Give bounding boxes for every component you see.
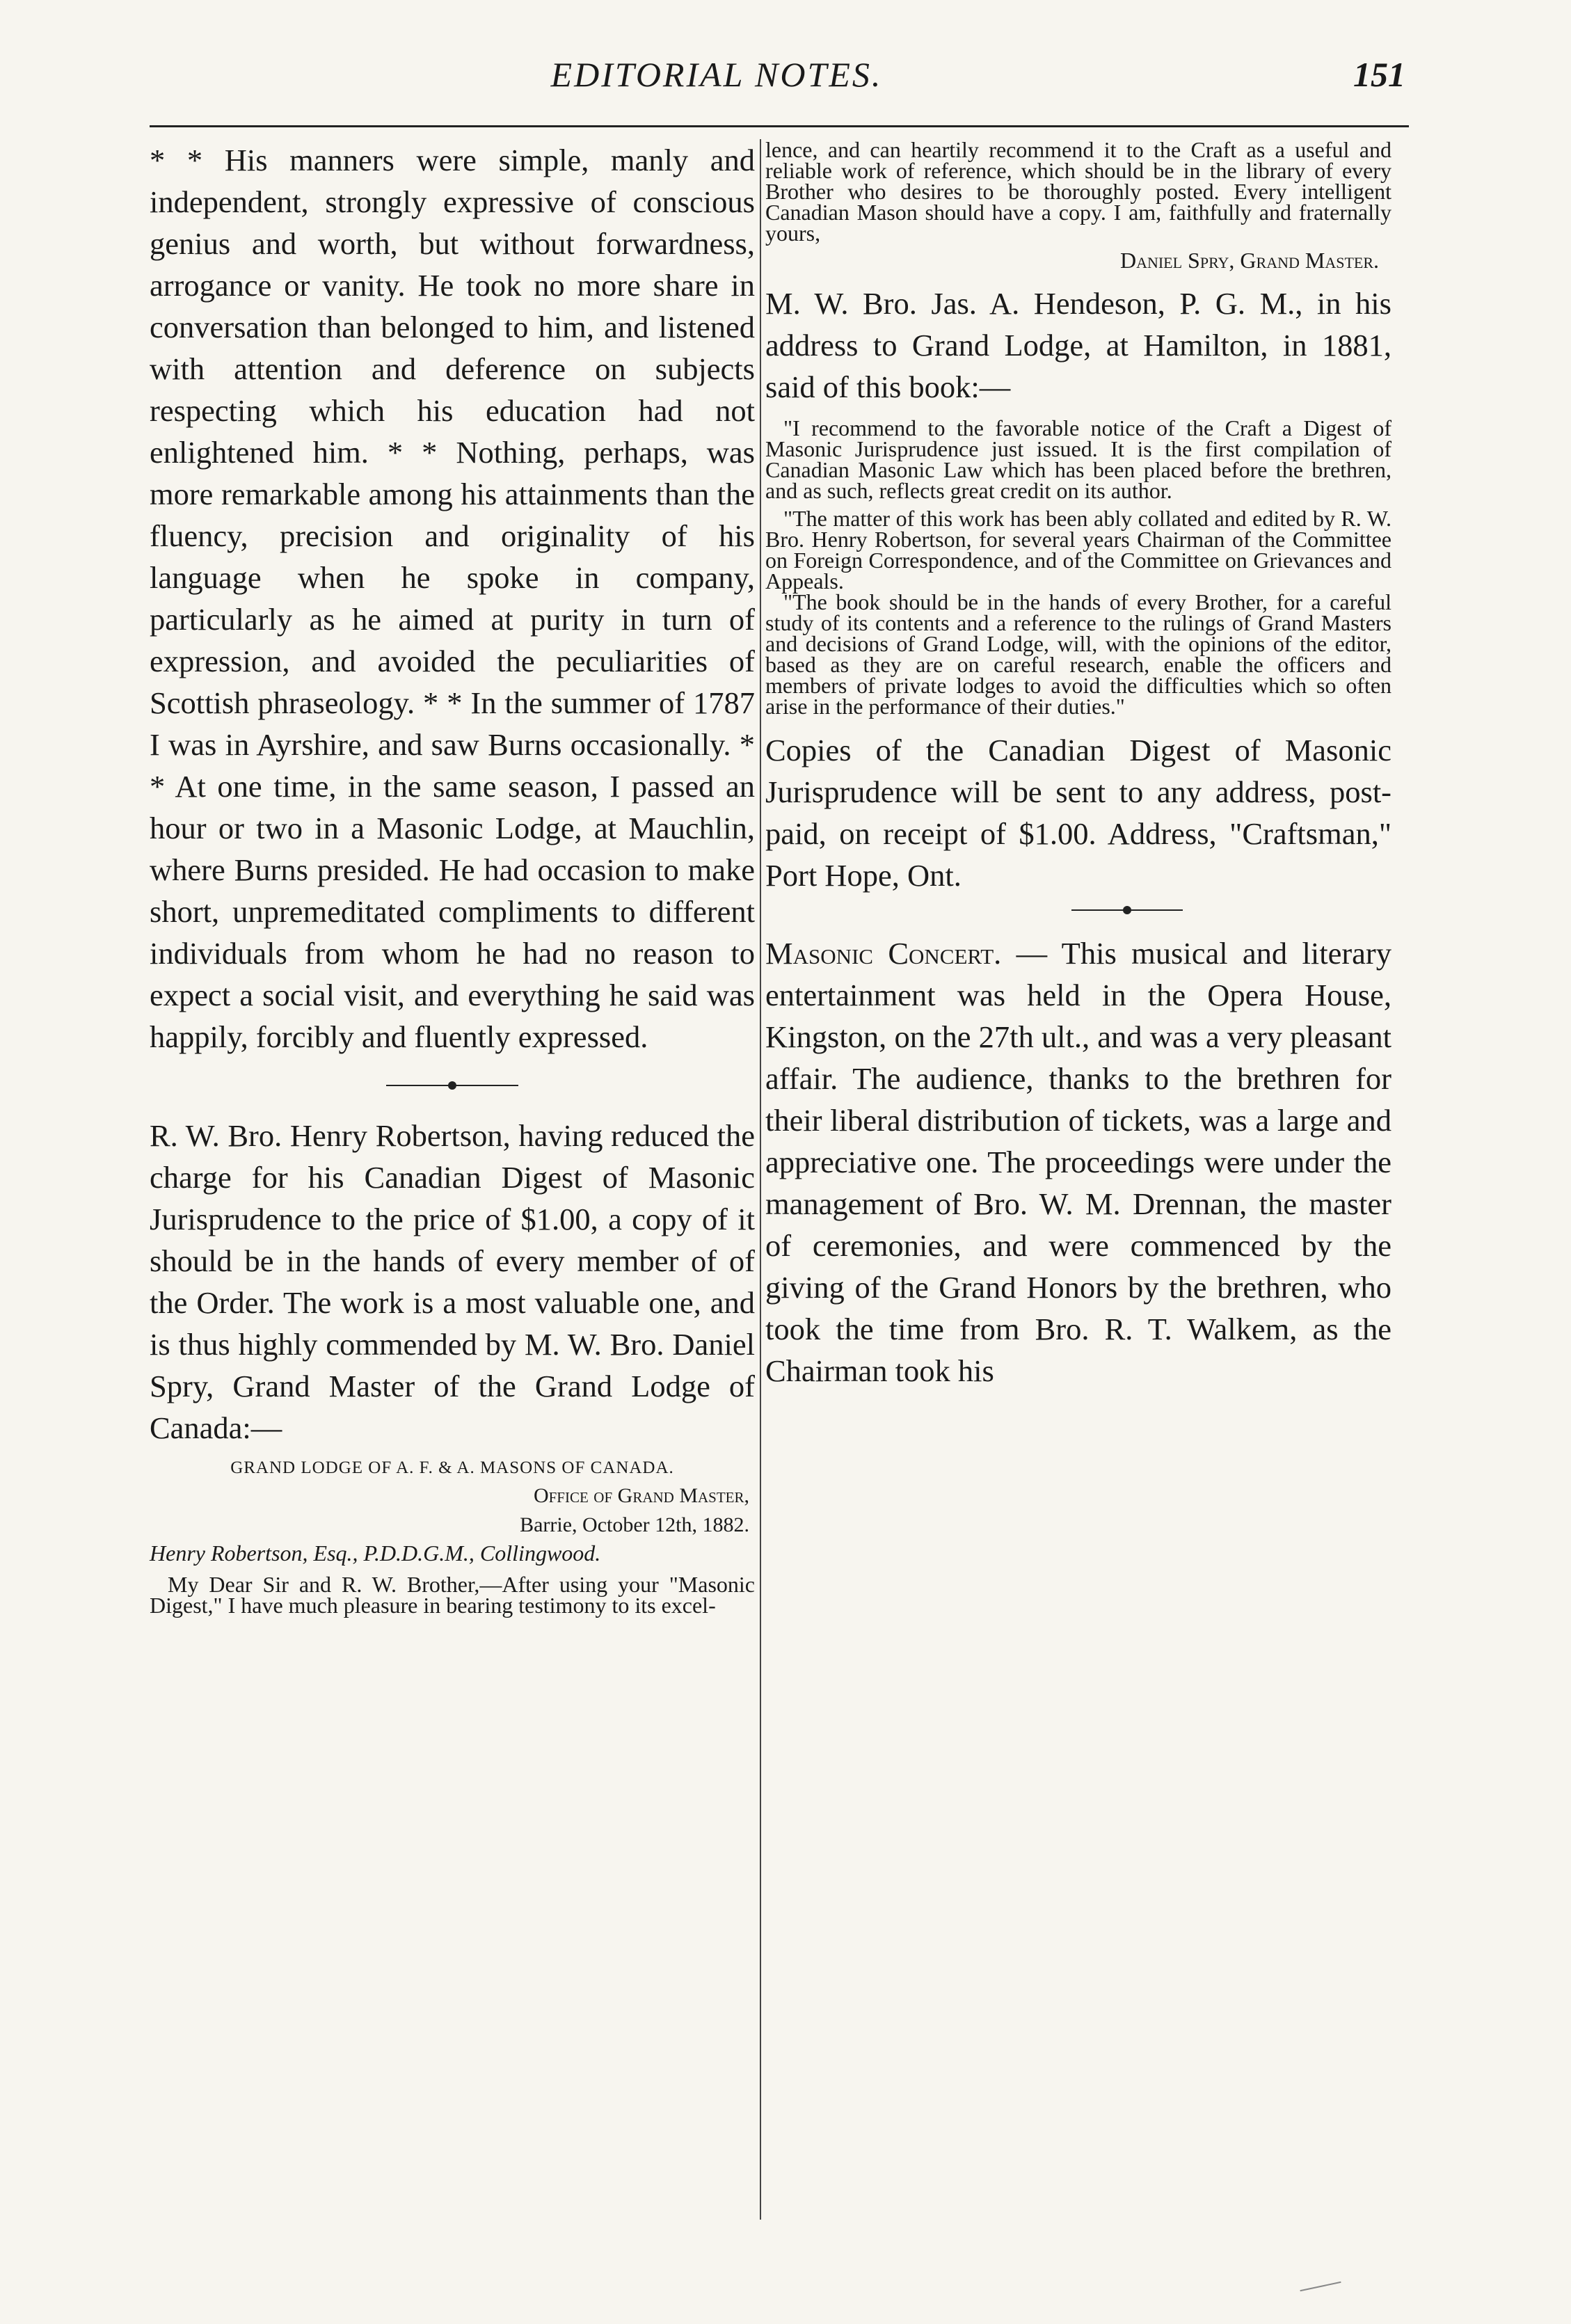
column-divider <box>760 139 761 2220</box>
copies-paragraph: Copies of the Canadian Digest of Masonic Jurisprudence will be sent to any address, post-paid, on receipt of $1.00. Address, "Craftsman," Port Hope, Ont. <box>765 733 1391 893</box>
section-divider <box>765 896 1391 924</box>
henderson-paragraph: M. W. Bro. Jas. A. Hendeson, P. G. M., in his address to Grand Lodge, at Hamilton, in 1881, said of this book:— <box>765 286 1391 404</box>
page-title: EDITORIAL NOTES. <box>550 55 883 94</box>
quote-paragraph-2: "The matter of this work has been ably collated and edited by R. W. Bro. Henry Robertson, for several years Chairman of the Committee on Foreign Correspondence, and of the Committee on Grievances and Appeals. <box>765 506 1391 594</box>
quote-paragraph-1: "I recommend to the favorable notice of the Craft a Digest of Masonic Jurisprudence just issued. It is the first compilation of Canadian Masonic Law which has been placed before the brethren, and as such, reflects great credit on its author. <box>765 415 1391 503</box>
running-head <box>153 49 1405 104</box>
concert-paragraph <box>765 932 1391 1392</box>
letter-heading: GRAND LODGE OF A. F. & A. MASONS OF CANADA. <box>230 1458 674 1477</box>
print-speck <box>1300 2282 1341 2291</box>
page-number: 151 <box>1353 55 1405 94</box>
letter-body-end: lence, and can heartily recommend it to the Craft as a useful and reliable work of reference, which should be in the library of every Brother who desires to be thoroughly posted. Every intelligent Canadian Mason should have a copy. I am, faithfully and fraternally yours, <box>765 137 1391 246</box>
office-line: Office of Grand Master, <box>533 1484 749 1507</box>
letter-signature: Daniel Spry, Grand Master. <box>1119 248 1379 273</box>
letter-addressee: Henry Robertson, Esq., P.D.D.G.M., Collingwood. <box>150 1541 601 1566</box>
quote-paragraph-3: "The book should be in the hands of every Brother, for a careful study of its contents and a reference to the rulings of Grand Masters and decisions of Grand Lodge, will, with the opinions of the editor, based as they are on careful research, enable the officers and members of private lodges to avoid the difficulties which so often arise in the performance of their duties." <box>765 589 1391 719</box>
right-column <box>765 139 1391 1392</box>
letter-body-start: My Dear Sir and R. W. Brother,—After using your "Masonic Digest," I have much pleasure in bearing testimony to its excel- <box>150 1572 755 1618</box>
office-date-line: Barrie, October 12th, 1882. <box>520 1513 749 1536</box>
digest-paragraph: R. W. Bro. Henry Robertson, having reduced the charge for his Canadian Digest of Masonic Jurisprudence to the price of $1.00, a copy of it should be in the hands of every member of of the Order. The work is a most valuable one, and is thus highly commended by M. W. Bro. Daniel Spry, Grand Master of the Grand Lodge of Canada:— <box>150 1118 755 1445</box>
header-rule <box>150 125 1409 127</box>
section-divider <box>150 1072 755 1099</box>
burns-paragraph: * * His manners were simple, manly and independent, strongly expressive of conscious genius and worth, but without forwardness, arrogance or vanity. He took no more share in conversation than belonged to him, and listened with attention and deference on subjects respecting which his education had not enlightened him. * * Nothing, perhaps, was more remarkable among his attainments than the fluency, precision and originality of his language when he spoke in company, particularly as he aimed at purity in turn of expression, and avoided the peculiarities of Scottish phraseology. * * In the summer of 1787 I was in Ayrshire, and saw Burns occasionally. * * At one time, in the same season, I passed an hour or two in a Masonic Lodge, at Mauchlin, where Burns presided. He had occasion to make short, unpremeditated compliments to different individuals from whom he had no reason to expect a social visit, and everything he said was happily, forcibly and fluently expressed. <box>150 143 755 1054</box>
concert-label: Masonic Concert. <box>765 936 1002 971</box>
concert-text: — This musical and literary entertainment was held in the Opera House, Kingston, on the 27th ult., and was a very pleasant affair. The audience, thanks to the brethren for their liberal distribution of tickets, was a large and appreciative one. The proceedings were under the management of Bro. W. M. Drennan, the master of ceremonies, and were commenced by the giving of the Grand Honors by the brethren, who took the time from Bro. R. T. Walkem, as the Chairman took his <box>765 936 1392 1388</box>
left-column <box>150 139 755 1616</box>
